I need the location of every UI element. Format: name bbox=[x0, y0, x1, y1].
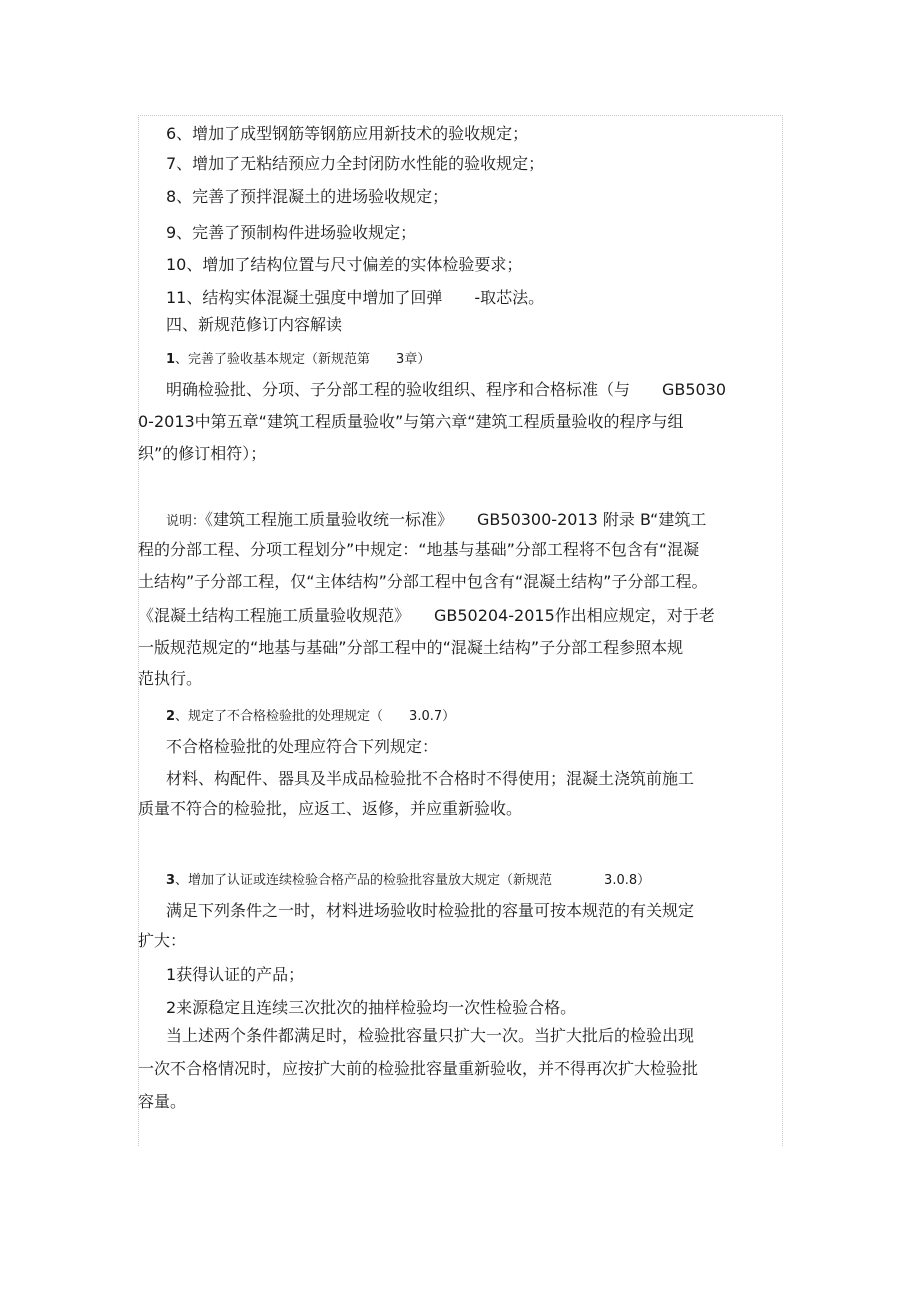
paragraph-2-line: 材料、构配件、器具及半成品检验批不合格时不得使用；混凝土浇筑前施工 bbox=[166, 769, 695, 788]
section-heading: 四、新规范修订内容解读 bbox=[166, 315, 343, 334]
subheading-2-text: 、规定了不合格检验批的处理规定（ 3.0.7） bbox=[175, 709, 456, 724]
subheading-3-number: 3 bbox=[166, 873, 176, 888]
list-item-8: 8、完善了预拌混凝土的进场验收规定； bbox=[166, 187, 449, 206]
subheading-1-text: 、完善了验收基本规定（新规范第 3章） bbox=[175, 352, 431, 367]
subheading-2 bbox=[166, 707, 455, 727]
list-item-7: 7、增加了无粘结预应力全封闭防水性能的验收规定； bbox=[166, 154, 545, 173]
list-item-6: 6、增加了成型钢筋等钢筋应用新技术的验收规定； bbox=[166, 124, 529, 143]
paragraph-2-line: 不合格检验批的处理应符合下列规定： bbox=[166, 737, 439, 756]
paragraph-3-line: 当上述两个条件都满足时，检验批容量只扩大一次。当扩大批后的检验出现 bbox=[166, 1026, 695, 1045]
paragraph-2-line: 质量不符合的检验批，应返工、返修，并应重新验收。 bbox=[138, 799, 523, 818]
paragraph-3-line: 2来源稳定且连续三次批次的抽样检验均一次性检验合格。 bbox=[166, 998, 577, 1017]
list-item-11: 11、结构实体混凝土强度中增加了回弹 -取芯法。 bbox=[166, 288, 545, 307]
paragraph-3-line: 容量。 bbox=[138, 1092, 187, 1111]
paragraph-1-line: 明确检验批、分项、子分部工程的验收组织、程序和合格标准（与 GB5030 bbox=[166, 380, 727, 399]
subheading-1-number: 1 bbox=[166, 352, 176, 367]
paragraph-1-line: 0-2013中第五章“建筑工程质量验收”与第六章“建筑工程质量验收的程序与组 bbox=[138, 412, 684, 431]
note-text: 《建筑工程施工质量验收统一标准》 GB50300-2013 附录 B“建筑工 bbox=[205, 510, 707, 529]
note-label: 说明： bbox=[166, 514, 206, 529]
subheading-3 bbox=[166, 871, 650, 891]
list-item-9: 9、完善了预制构件进场验收规定； bbox=[166, 223, 417, 242]
note-line: 《混凝土结构工程施工质量验收规范》 GB50204-2015作出相应规定，对于老 bbox=[138, 606, 715, 625]
paragraph-3-line: 满足下列条件之一时，材料进场验收时检验批的容量可按本规范的有关规定 bbox=[166, 901, 695, 920]
subheading-1 bbox=[166, 350, 430, 370]
list-item-10: 10、增加了结构位置与尺寸偏差的实体检验要求； bbox=[166, 255, 523, 274]
subheading-2-number: 2 bbox=[166, 709, 176, 724]
subheading-3-text: 、增加了认证或连续检验合格产品的检验批容量放大规定（新规范 3.0.8） bbox=[175, 873, 651, 888]
note-line: 范执行。 bbox=[138, 669, 203, 688]
note-line: 土结构”子分部工程，仅“主体结构”分部工程中包含有“混凝土结构”子分部工程。 bbox=[138, 572, 708, 591]
note-line: 一版规范规定的“地基与基础”分部工程中的“混凝土结构”子分部工程参照本规 bbox=[138, 638, 684, 657]
note-line: 程的分部工程、分项工程划分”中规定：“地基与基础”分部工程将不包含有“混凝 bbox=[138, 540, 700, 559]
paragraph-3-line: 1获得认证的产品； bbox=[166, 965, 305, 984]
paragraph-3-line: 一次不合格情况时，应按扩大前的检验批容量重新验收，并不得再次扩大检验批 bbox=[138, 1059, 699, 1078]
paragraph-3-line: 扩大： bbox=[138, 931, 187, 950]
note-line bbox=[166, 510, 706, 532]
paragraph-1-line: 织”的修订相符）； bbox=[138, 444, 267, 463]
